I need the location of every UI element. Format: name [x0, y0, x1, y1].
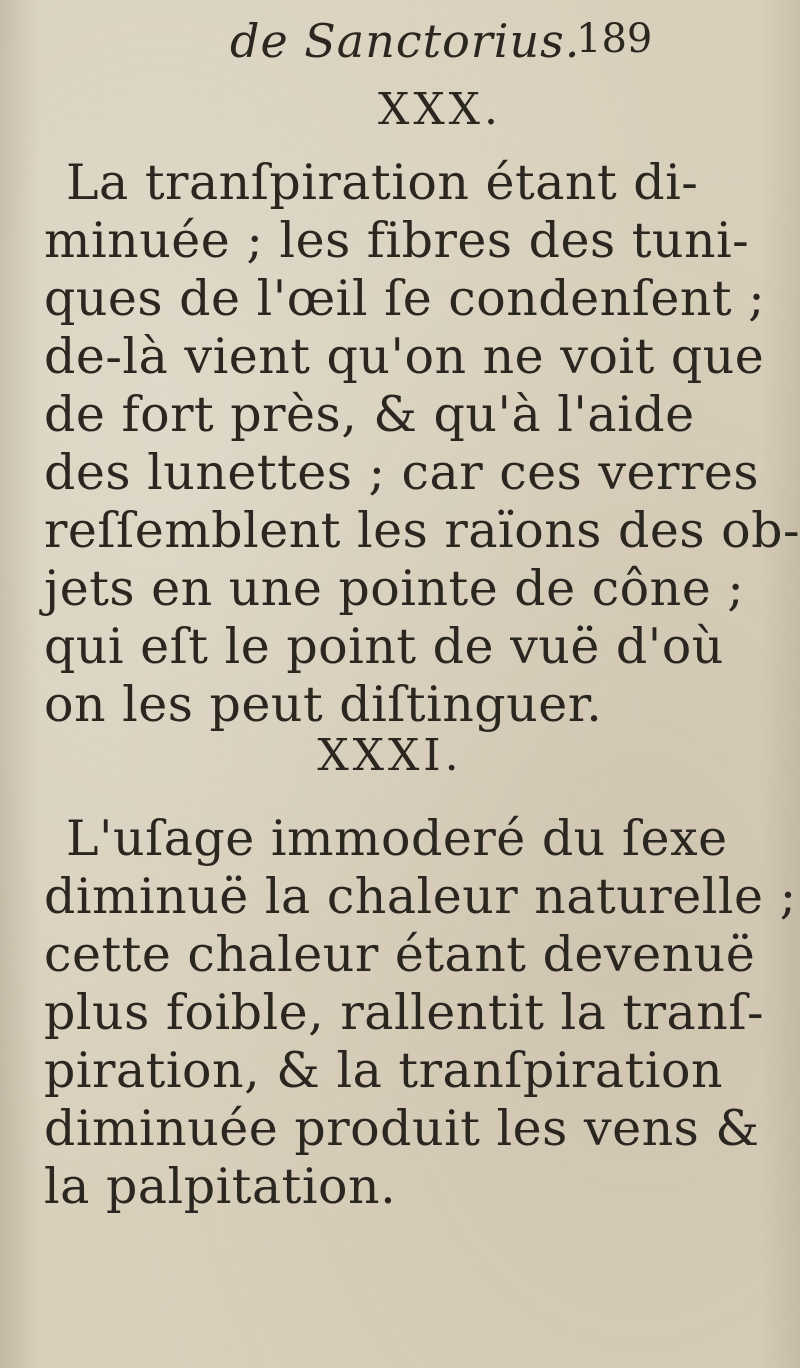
- text-line: La tranſpiration étant di-: [66, 154, 699, 211]
- text-line: la palpitation.: [44, 1158, 397, 1215]
- text-line: plus foible, rallentit la tranſ-: [44, 984, 765, 1041]
- text-line: L'uſage immoderé du ſexe: [66, 810, 728, 867]
- text-line: jets en une pointe de cône ;: [44, 560, 745, 617]
- page-number: 189: [576, 16, 653, 62]
- text-line: de fort près, & qu'à l'aide: [44, 386, 695, 443]
- running-title: de Sanctorius.: [230, 14, 581, 68]
- text-line: cette chaleur étant devenuë: [44, 926, 756, 983]
- text-line: de-là vient qu'on ne voit que: [44, 328, 765, 385]
- text-line: ques de l'œil ſe condenſent ;: [44, 270, 766, 327]
- text-line: minuée ; les fibres des tuni-: [44, 212, 750, 269]
- running-head: [230, 14, 700, 74]
- text-line: diminuë la chaleur naturelle ;: [44, 868, 797, 925]
- text-line: qui eſt le point de vuë d'où: [44, 618, 724, 675]
- section-heading-xxx: XXX.: [378, 84, 502, 135]
- text-line: reſſemblent les raïons des ob-: [44, 502, 800, 559]
- section-heading-xxxi: XXXI.: [317, 730, 463, 781]
- text-line: diminuée produit les vens &: [44, 1100, 760, 1157]
- text-line: piration, & la tranſpiration: [44, 1042, 724, 1099]
- text-line: on les peut diſtinguer.: [44, 676, 603, 733]
- text-line: des lunettes ; car ces verres: [44, 444, 760, 501]
